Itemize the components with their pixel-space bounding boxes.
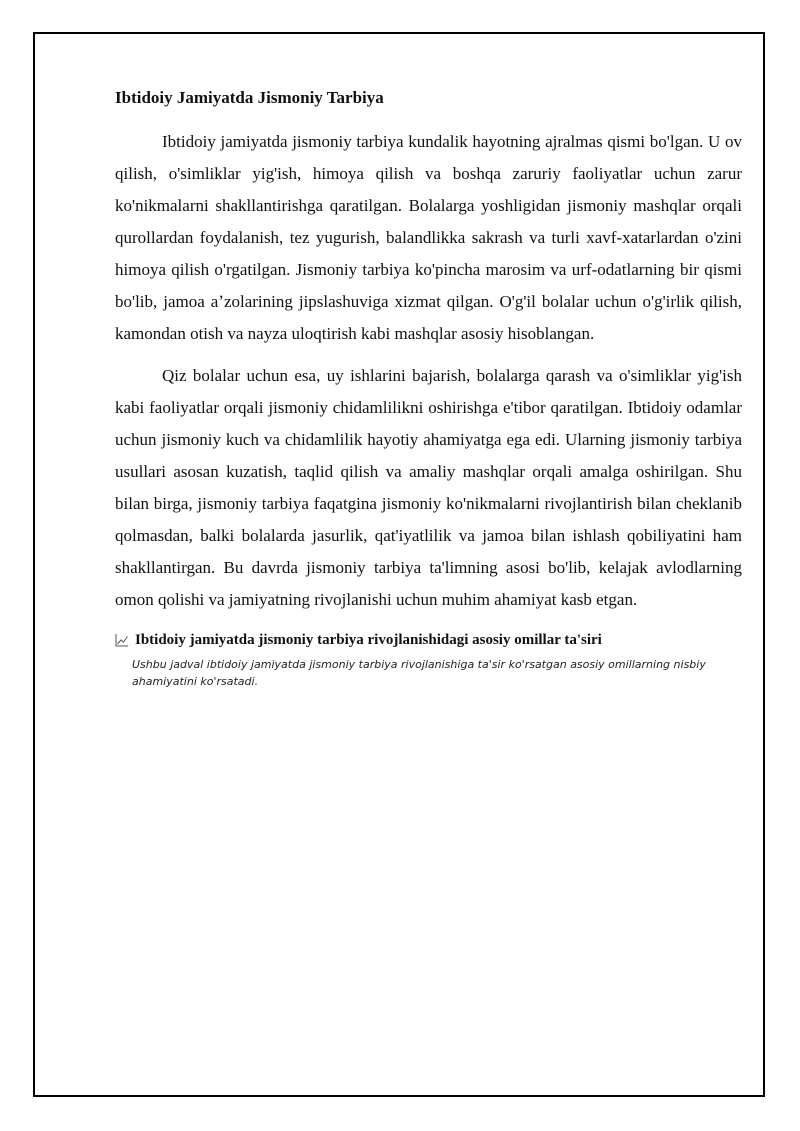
paragraph-2: Qiz bolalar uchun esa, uy ishlarini bajarish, bolalarga qarash va o'simliklar yig'ish kabi faoliyatlar orqali jismoniy chidamlilikni oshirishga e'tibor qaratilgan. Ibtidoiy odamlar uchun jismoniy kuch va chidamlilik hayotiy ahamiyatga ega edi. Ularning jismoniy tarbiya usullari asosan kuzatish, taqlid qilish va amaliy mashqlar orqali amalga oshirilgan. Shu bilan birga, jismoniy tarbiya faqatgina jismoniy ko'nikmalarni rivojlantirish bilan cheklanib qolmasdan, balki bolalarda jasurlik, qat'iyatlilik va jamoa bilan ishlash qobiliyatini ham shakllantirgan. Bu davrda jismoniy tarbiya ta'limning asosi bo'lib, kelajak avlodlarning omon qolishi va jamiyatning rivojlanishi uchun muhim ahamiyat kasb etgan. xyxy=(115,366,742,609)
paragraph-1: Ibtidoiy jamiyatda jismoniy tarbiya kundalik hayotning ajralmas qismi bo'lgan. U ov qilish, o'simliklar yig'ish, himoya qilish va boshqa zaruriy faoliyatlar uchun zarur ko'nikmalarni shakllantirishga qaratilgan. Bolalarga yoshligidan jismoniy mashqlar orqali qurollardan foydalanish, tez yugurish, balandlikka sakrash va turli xavf-xatarlardan o'zini himoya qilish o'rgatilgan. Jismoniy tarbiya ko'pincha marosim va urf-odatlarning bir qismi bo'lib, jamoa aʼzolarining jipslashuviga xizmat qilgan. O'g'il bolalar uchun o'g'irlik qilish, kamondan otish va nayza uloqtirish kabi mashqlar asosiy hisoblangan. xyxy=(115,132,742,343)
chart-caption: Ushbu jadval ibtidoiy jamiyatda jismoniy tarbiya rivojlanishiga ta'sir ko'rsatgan asosiy omillarning nisbiy ahamiyatini ko'rsatadi. xyxy=(132,658,706,688)
chart-section-title: Ibtidoiy jamiyatda jismoniy tarbiya rivojlanishidagi asosiy omillar ta'siri xyxy=(135,632,602,648)
document-body xyxy=(115,86,742,690)
chart-increasing-icon xyxy=(115,633,129,647)
document-title: Ibtidoiy Jamiyatda Jismoniy Tarbiya xyxy=(115,88,384,107)
chart-section-heading xyxy=(115,630,742,650)
